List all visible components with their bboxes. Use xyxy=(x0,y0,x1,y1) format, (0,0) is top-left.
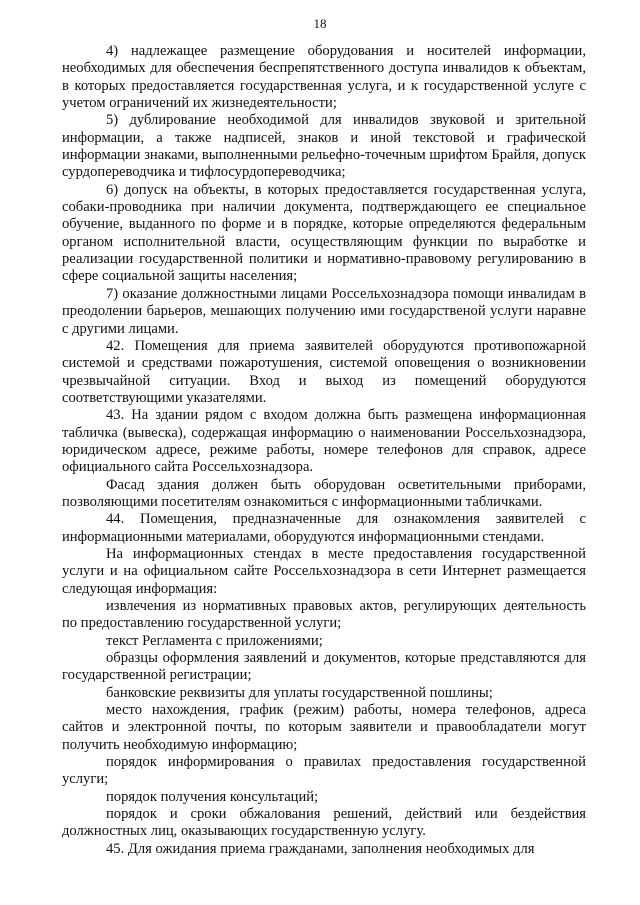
paragraph: текст Регламента с приложениями; xyxy=(106,632,323,649)
page-number: 18 xyxy=(313,16,327,31)
paragraph: банковские реквизиты для уплаты государственной пошлины; xyxy=(106,684,493,701)
paragraph: 5) дублирование необходимой для инвалидов звуковой и зрительной информации, а также надписей, знаков и иной текстовой и графической информации знаками, выполненными рельефно-точечным шрифтом Брайля, допуск сурдопереводчика и тифлосурдопереводчика; xyxy=(62,112,586,181)
paragraph: место нахождения, график (режим) работы, номера телефонов, адреса сайтов и электронной почты, по которым заявители и правообладатели могут получить необходимую информацию; xyxy=(62,702,586,753)
paragraph: 44. Помещения, предназначенные для ознакомления заявителей с информационными материалами, оборудуются информационными стендами. xyxy=(62,511,586,545)
paragraph: 45. Для ожидания приема гражданами, заполнения необходимых для xyxy=(106,840,535,857)
document-body xyxy=(62,43,586,858)
paragraph: порядок информирования о правилах предоставления государственной услуги; xyxy=(62,754,586,788)
paragraph: 42. Помещения для приема заявителей оборудуются противопожарной системой и средствами пожаротушения, системой оповещения о возникновении чрезвычайной ситуации. Вход и выход из помещений оборудуются соответствующими указателями. xyxy=(62,337,586,406)
paragraph: образцы оформления заявлений и документов, которые представляются для государственной регистрации; xyxy=(62,650,586,684)
paragraph: 4) надлежащее размещение оборудования и носителей информации, необходимых для обеспечения беспрепятственного доступа инвалидов к объектам, в которых предоставляется государственная услуга, и к государственной услуге с учетом ограничений их жизнедеятельности; xyxy=(62,43,586,112)
paragraph: порядок получения консультаций; xyxy=(106,788,319,805)
paragraph: На информационных стендах в месте предоставления государственной услуги и на официальном сайте Россельхознадзора в сети Интернет размещается следующая информация: xyxy=(62,545,586,597)
paragraph: извлечения из нормативных правовых актов, регулирующих деятельность по предоставлению государственной услуги; xyxy=(62,598,586,632)
paragraph: порядок и сроки обжалования решений, действий или бездействия должностных лиц, оказывающих государственную услугу. xyxy=(62,806,586,840)
paragraph: 43. На здании рядом с входом должна быть размещена информационная табличка (вывеска), содержащая информацию о наименовании Россельхознадзора, юридическом адресе, режиме работы, номере телефонов для справок, адресе официального сайта Россельхознадзора. xyxy=(62,407,586,476)
paragraph: 6) допуск на объекты, в которых предоставляется государственная услуга, собаки-проводника при наличии документа, подтверждающего ее специальное обучение, выданного по форме и в порядке, которые определяются федеральным органом исполнительной власти, осуществляющим функции по выработке и реализации государственной политики и нормативно-правовому регулированию в сфере социальной защиты населения; xyxy=(62,181,586,285)
paragraph: 7) оказание должностными лицами Россельхознадзора помощи инвалидам в преодолении барьеров, мешающих получению ими государственой услуги наравне с другими лицами. xyxy=(62,285,586,337)
paragraph: Фасад здания должен быть оборудован осветительными приборами, позволяющими посетителям ознакомиться с информационными табличками. xyxy=(62,476,586,510)
